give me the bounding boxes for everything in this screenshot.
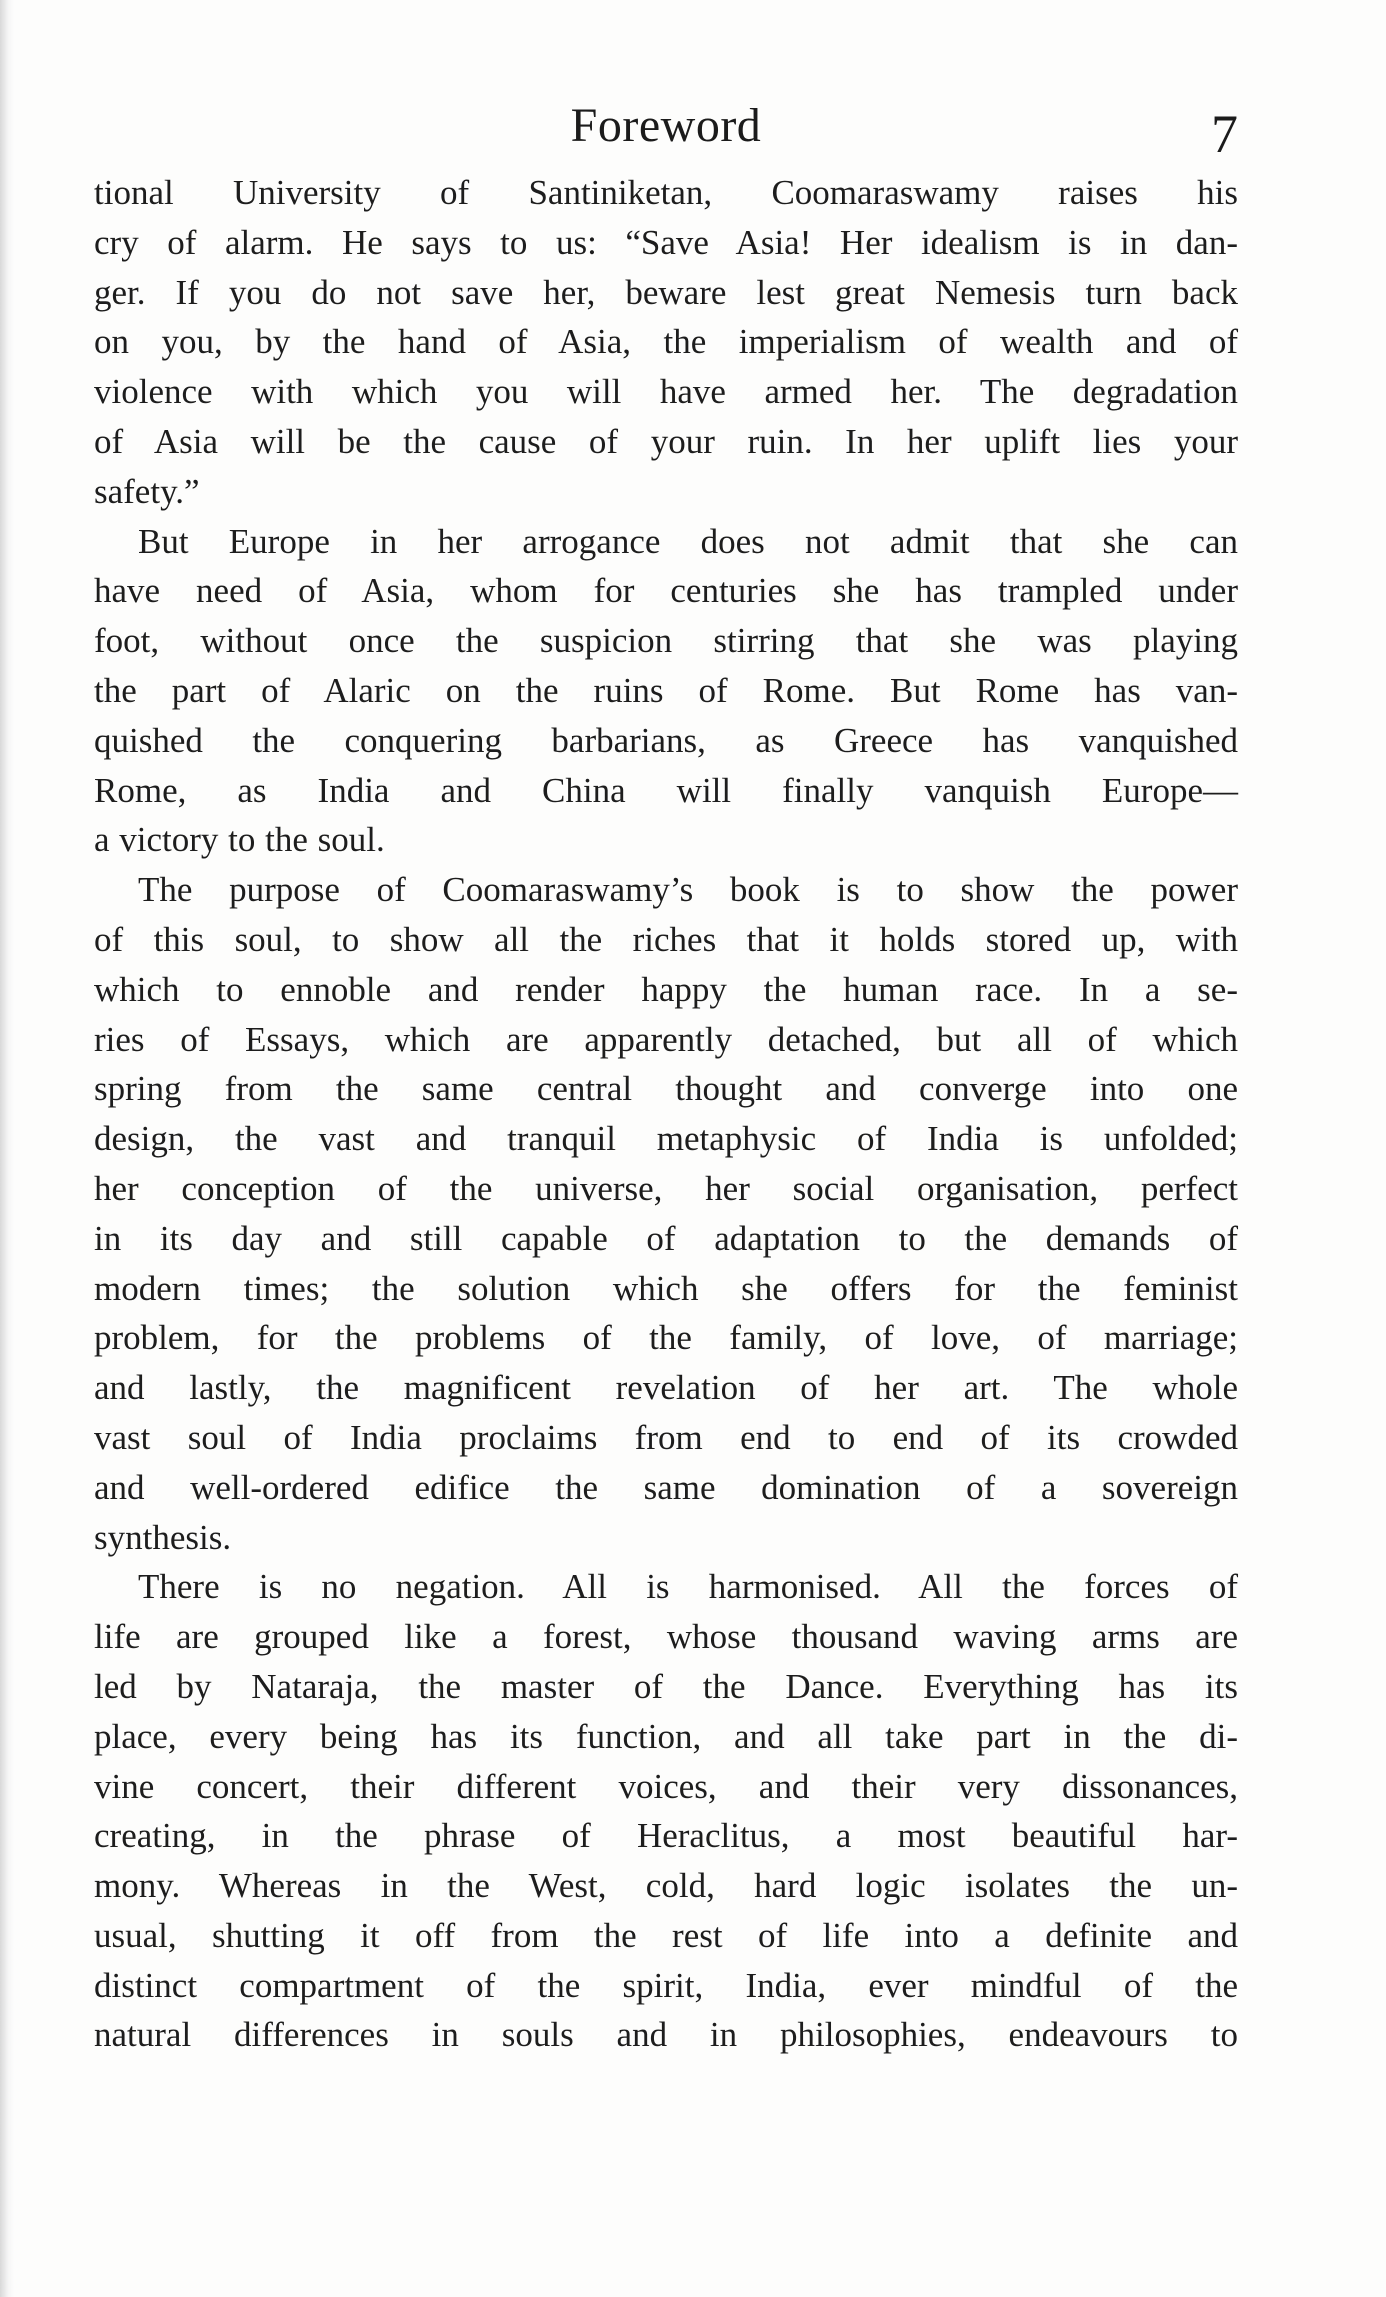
text-line: modern times; the solution which she offers for the feminist bbox=[94, 1268, 1238, 1308]
text-line: life are grouped like a forest, whose thousand waving arms are bbox=[94, 1617, 1238, 1657]
text-line: problem, for the problems of the family, of love, of marriage; bbox=[94, 1318, 1238, 1358]
text-line: vast soul of India proclaims from end to end of its crowded bbox=[94, 1417, 1238, 1457]
text-line: mony. Whereas in the West, cold, hard logic isolates the un- bbox=[94, 1866, 1238, 1906]
text-line: in its day and still capable of adaptation to the demands of bbox=[94, 1218, 1238, 1258]
text-line: place, every being has its function, and all take part in the di- bbox=[94, 1716, 1238, 1756]
text-line: on you, by the hand of Asia, the imperialism of wealth and of bbox=[94, 322, 1238, 362]
text-line: spring from the same central thought and converge into one bbox=[94, 1069, 1238, 1109]
text-line: design, the vast and tranquil metaphysic of India is unfolded; bbox=[94, 1119, 1238, 1159]
text-line: the part of Alaric on the ruins of Rome. But Rome has van- bbox=[94, 670, 1238, 710]
paragraph-3 bbox=[94, 865, 1238, 1562]
text-line: ries of Essays, which are apparently detached, but all of which bbox=[94, 1019, 1238, 1059]
text-line: vine concert, their different voices, and their very dissonances, bbox=[94, 1766, 1238, 1806]
text-line: of this soul, to show all the riches that it holds stored up, with bbox=[94, 919, 1238, 959]
text-line: distinct compartment of the spirit, India, ever mindful of the bbox=[94, 1965, 1238, 2005]
text-line: and well-ordered edifice the same domination of a sovereign bbox=[94, 1467, 1238, 1507]
text-line: Rome, as India and China will finally vanquish Europe— bbox=[94, 770, 1238, 810]
text-line: and lastly, the magnificent revelation of her art. The whole bbox=[94, 1368, 1238, 1408]
text-line: violence with which you will have armed her. The degradation bbox=[94, 372, 1238, 412]
text-line: of Asia will be the cause of your ruin. In her uplift lies your bbox=[94, 421, 1238, 461]
text-line: tional University of Santiniketan, Coomaraswamy raises his bbox=[94, 173, 1238, 212]
text-line: foot, without once the suspicion stirring that she was playing bbox=[94, 621, 1238, 661]
text-line: natural differences in souls and in philosophies, endeavours to bbox=[94, 2015, 1238, 2055]
text-line: have need of Asia, whom for centuries she has trampled under bbox=[94, 571, 1238, 611]
text-line: usual, shutting it off from the rest of life into a definite and bbox=[94, 1915, 1238, 1955]
text-line: The purpose of Coomaraswamy’s book is to show the power bbox=[138, 870, 1238, 910]
text-line: cry of alarm. He says to us: “Save Asia! Her idealism is in dan- bbox=[94, 222, 1238, 262]
page-header bbox=[94, 98, 1238, 168]
text-line: a victory to the soul. bbox=[94, 820, 385, 860]
text-line: which to ennoble and render happy the human race. In a se- bbox=[94, 969, 1238, 1009]
text-line: creating, in the phrase of Heraclitus, a most beautiful har- bbox=[94, 1816, 1238, 1856]
page-body bbox=[94, 168, 1238, 2060]
page-number: 7 bbox=[1211, 104, 1238, 164]
text-line: But Europe in her arrogance does not admit that she can bbox=[138, 521, 1238, 561]
text-line: safety.” bbox=[94, 471, 200, 511]
paragraph-4 bbox=[94, 1562, 1238, 2060]
text-line: ger. If you do not save her, beware lest great Nemesis turn back bbox=[94, 272, 1238, 312]
page-binding-shadow bbox=[0, 0, 14, 2297]
running-head: Foreword bbox=[570, 99, 762, 152]
text-line: led by Nataraja, the master of the Dance. Everything has its bbox=[94, 1666, 1238, 1706]
text-line: There is no negation. All is harmonised. All the forces of bbox=[138, 1567, 1238, 1607]
text-line: her conception of the universe, her social organisation, perfect bbox=[94, 1168, 1238, 1208]
paragraph-2 bbox=[94, 517, 1238, 866]
text-line: synthesis. bbox=[94, 1517, 232, 1557]
text-line: quished the conquering barbarians, as Greece has vanquished bbox=[94, 720, 1238, 760]
paragraph-1 bbox=[94, 168, 1238, 517]
